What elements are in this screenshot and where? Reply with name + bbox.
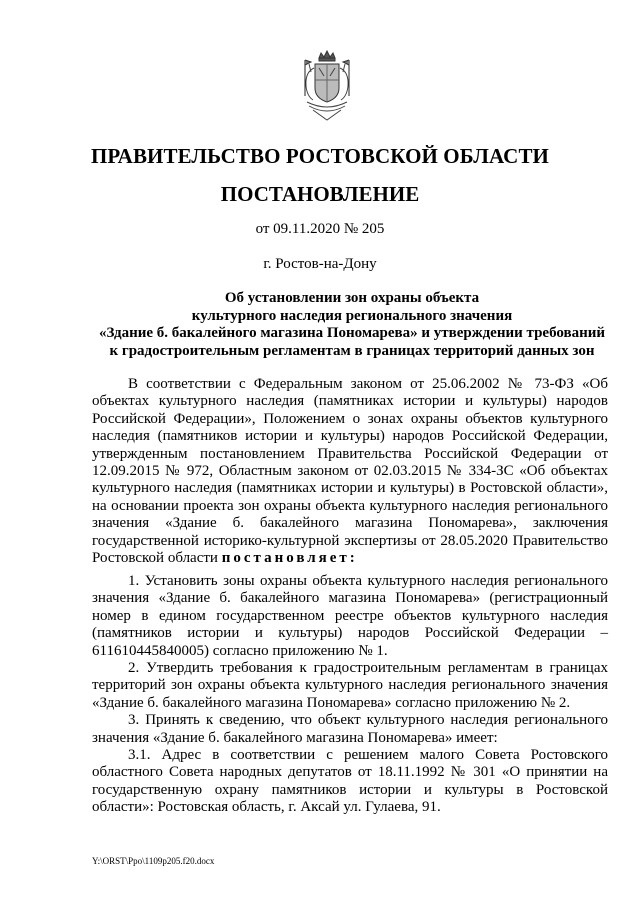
preamble-paragraph [92, 376, 608, 567]
document-date-number: от 09.11.2020 № 205 [255, 221, 385, 237]
title-line: к градостроительным регламентам в границах территорий данных зон [109, 342, 595, 359]
coat-of-arms-emblem [297, 50, 357, 124]
file-path-footer: Y:\ORST\Ppo\1109p205.f20.docx [92, 856, 215, 866]
resolves-keyword: постановляет: [221, 550, 358, 567]
resolution-item: 3.1. Адрес в соответствии с решением малого Совета Ростовского областного Совета народных депутатов от 18.11.1992 № 301 «О принятии на государственную охрану памятников истории и культуры в Ростовской области»: Ростовская область, г. Аксай ул. Гулаева, 91. [92, 747, 608, 816]
title-line: культурного наследия регионального значения [191, 307, 513, 324]
resolution-item: 2. Утвердить требования к градостроительным регламентам в границах территорий зон охраны объекта культурного наследия регионального значения «Здание б. бакалейного магазина Пономарева» согласно приложению № 2. [92, 660, 608, 711]
resolution-items [92, 573, 608, 817]
resolution-item: 1. Установить зоны охраны объекта культурного наследия регионального значения «Здание б. бакалейного магазина Пономарева» (регистрационный номер в едином государственном реестре объектов культурного наследия (памятников истории и культуры) народов Российской Федерации – 611610445840005) согласно приложению № 1. [92, 573, 608, 659]
title-line: Об установлении зон охраны объекта [224, 290, 480, 306]
document-type: ПОСТАНОВЛЕНИЕ [220, 182, 420, 206]
organization-name: ПРАВИТЕЛЬСТВО РОСТОВСКОЙ ОБЛАСТИ [91, 144, 549, 168]
document-city: г. Ростов-на-Дону [263, 256, 377, 272]
resolution-item: 3. Принять к сведению, что объект культурного наследия регионального значения «Здание б. бакалейного магазина Пономарева» имеет: [92, 712, 608, 746]
preamble-text: В соответствии с Федеральным законом от 25.06.2002 № 73-ФЗ «Об объектах культурного наследия (памятниках истории и культуры) народов Российской Федерации», Положением о зонах охраны объектов культурного наследия (памятников истории и культуры) народов Российской Федерации, утвержденным постановлением Правительства Российской Федерации от 12.09.2015 № 972, Областным законом от 02.03.2015 № 334-ЗС «Об объектах культурного наследия (памятниках истории и культуры) в Ростовской области», на основании проекта зон охраны объекта культурного наследия регионального значения «Здание б. бакалейного магазина Пономарева», заключения государственной историко-культурной экспертизы от 28.05.2020 Правительство Ростовской области [92, 376, 608, 567]
document-title [96, 290, 608, 360]
title-line: «Здание б. бакалейного магазина Пономарева» и утверждении требований [98, 325, 606, 341]
